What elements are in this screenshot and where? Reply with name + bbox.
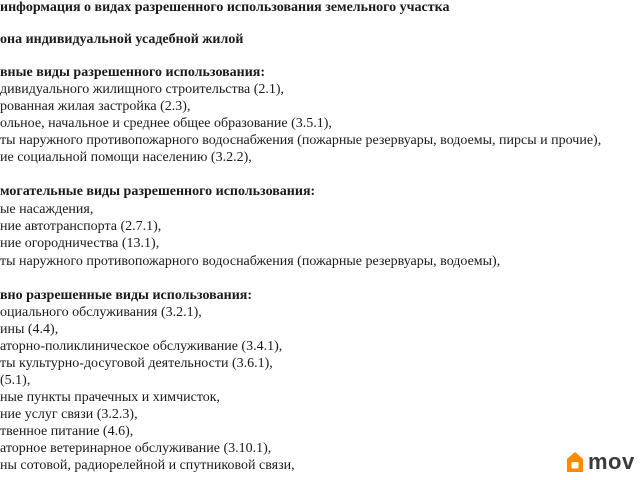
list-item: ие социальной помощи населению (3.2.2), <box>0 150 252 165</box>
list-item: дивидуального жилищного строительства (2.1), <box>0 82 285 97</box>
list-item: ты наружного противопожарного водоснабжения (пожарные резервуары, водоемы, пирсы и прочие), <box>0 133 602 148</box>
list-item: ины (4.4), <box>0 322 59 337</box>
list-item: ние огородничества (13.1), <box>0 236 160 251</box>
list-item: ние услуг связи (3.2.3), <box>0 407 138 422</box>
watermark-text: mov <box>588 449 635 474</box>
list-item: ты наружного противопожарного водоснабжения (пожарные резервуары, водоемы), <box>0 254 501 269</box>
list-item: ты культурно-досуговой деятельности (3.6.1), <box>0 356 273 371</box>
list-item: ние автотранспорта (2.7.1), <box>0 219 162 234</box>
list-item: ные пункты прачечных и химчисток, <box>0 390 221 405</box>
list-item: аторное ветеринарное обслуживание (3.10.1), <box>0 441 272 456</box>
section-heading-conditional: вно разрешенные виды использования: <box>0 288 253 303</box>
list-item: (5.1), <box>0 373 31 388</box>
list-item: ны сотовой, радиорелейной и спутниковой связи, <box>0 458 295 473</box>
watermark-logo <box>566 450 635 474</box>
section-heading-main: вные виды разрешенного использования: <box>0 65 266 80</box>
list-item: оциального обслуживания (3.2.1), <box>0 305 202 320</box>
house-logo-icon <box>566 451 584 473</box>
list-item: рованная жилая застройка (2.3), <box>0 99 191 114</box>
zone-name: она индивидуальной усадебной жилой <box>0 32 244 47</box>
list-item: аторно-поликлиническое обслуживание (3.4.1), <box>0 339 283 354</box>
list-item: ые насаждения, <box>0 202 94 217</box>
list-item: ольное, начальное и среднее общее образование (3.5.1), <box>0 116 332 131</box>
list-item: твенное питание (4.6), <box>0 424 134 439</box>
document-title: информация о видах разрешенного использования земельного участка <box>0 0 450 15</box>
section-heading-auxiliary: могательные виды разрешенного использования: <box>0 184 316 199</box>
